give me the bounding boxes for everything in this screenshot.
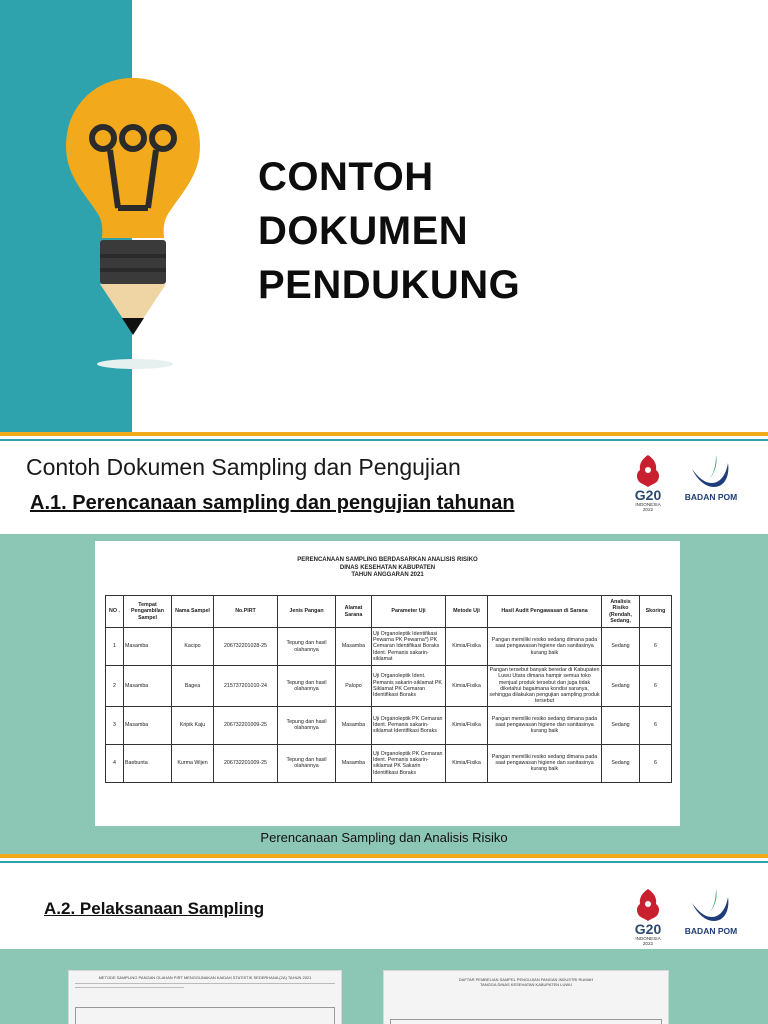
document-header-line: TAHUN ANGGARAN 2021 bbox=[351, 572, 424, 578]
partner-logos bbox=[628, 887, 738, 947]
table-cell: Uji Organoleptik Identifikasi Pewarna PK Pewarna*) PK Cemaran Identifikasi Boraks Ident. Pemanis sakarin-siklamat bbox=[372, 628, 446, 666]
table-cell: Masamba bbox=[336, 706, 372, 744]
table-cell: 215737201010-24 bbox=[214, 666, 278, 707]
slide-divider bbox=[0, 854, 768, 863]
table-cell: Bagea bbox=[172, 666, 214, 707]
table-cell: Sedang bbox=[602, 666, 640, 707]
column-header: Analisis Risiko (Rendah, Sedang, bbox=[602, 596, 640, 628]
section-a2-header bbox=[0, 871, 768, 949]
document-thumbnail-right bbox=[383, 970, 669, 1024]
table-cell: Kacipo bbox=[172, 628, 214, 666]
table-cell: Pangan tersebut banyak beredar di Kabupaten Luwu Utara dimana hampir semua toko menjual produk tersebut dan juga tidak diketahui bagaimana kondisi saranya, sehingga dilakukan pengujian sampling produk tersebut bbox=[489, 667, 600, 705]
table-cell: Kurma Wijen bbox=[172, 744, 214, 782]
table-cell: Pangan memiliki resiko sedang dimana pada saat pengawasan higiene dan sanitasinya kurang baik bbox=[488, 706, 602, 744]
table-cell: 6 bbox=[640, 706, 672, 744]
table-header-row bbox=[106, 596, 672, 628]
column-header: NO . bbox=[106, 596, 124, 628]
g20-logo-icon bbox=[635, 455, 662, 512]
table-cell: 4 bbox=[106, 744, 124, 782]
table-cell: Baebunta bbox=[124, 744, 172, 782]
table-cell: Kripik Kaju bbox=[172, 706, 214, 744]
document-header bbox=[105, 557, 670, 580]
table-row bbox=[106, 666, 672, 707]
table-cell: 6 bbox=[640, 666, 672, 707]
document-header-line: PERENCANAAN SAMPLING BERDASARKAN ANALISIS RISIKO bbox=[297, 557, 478, 563]
cover-slide bbox=[0, 0, 768, 432]
table-cell: Pangan memiliki resiko sedang dimana pada saat pengawasan higiene dan sanitasinya kurang baik bbox=[488, 744, 602, 782]
document-thumbnail-left bbox=[68, 970, 342, 1024]
badan-pom-logo-icon bbox=[685, 889, 737, 936]
g20-year-text: 2022 bbox=[642, 507, 654, 512]
column-header: Tempat Pengambilan Sampel bbox=[124, 596, 172, 628]
table-cell: Kimia/Fisika bbox=[446, 706, 488, 744]
table-cell: 206732201028-25 bbox=[214, 628, 278, 666]
table-cell: Sedang bbox=[602, 628, 640, 666]
table-cell: 6 bbox=[640, 744, 672, 782]
table-cell: 6 bbox=[640, 628, 672, 666]
cover-title-line: CONTOH bbox=[258, 155, 434, 199]
table-cell: Tepung dan hasil olahannya bbox=[278, 666, 336, 707]
table-cell: Tepung dan hasil olahannya bbox=[278, 744, 336, 782]
column-header: No.PIRT bbox=[214, 596, 278, 628]
section-title: A.1. Perencanaan sampling dan pengujian tahunan bbox=[30, 492, 515, 514]
image-caption: Perencanaan Sampling dan Analisis Risiko bbox=[260, 830, 508, 845]
g20-country-text: INDONESIA bbox=[635, 502, 661, 507]
cover-title-line: PENDUKUNG bbox=[258, 263, 521, 307]
sampling-plan-table bbox=[105, 595, 672, 783]
table-cell: 206732201009-25 bbox=[214, 744, 278, 782]
table-cell: Uji Organoleptik PK Cemaran Ident. Pemanis sakarin-siklamat Identifikasi Boraks bbox=[372, 706, 446, 744]
column-header: Parameter Uji bbox=[372, 596, 446, 628]
table-cell: Kimia/Fisika bbox=[446, 744, 488, 782]
section-a2-body bbox=[0, 949, 768, 1024]
document-header-line: DINAS KESEHATAN KABUPATEN bbox=[339, 564, 436, 571]
column-header: Metode Uji bbox=[446, 596, 488, 628]
table-cell: Sedang bbox=[602, 744, 640, 782]
table-row bbox=[106, 744, 672, 782]
section-a1-header bbox=[0, 441, 768, 534]
thumbnail-header: DAFTAR PEMBELIAN SAMPEL PENGUJIAN PANGAN INDUSTRI RUMAH TANGGA DINAS KESEHATAN KABUPATEN LUWU bbox=[458, 977, 594, 987]
lightbulb-pencil-icon bbox=[58, 72, 208, 372]
table-row bbox=[106, 706, 672, 744]
column-header: Nama Sampel bbox=[172, 596, 214, 628]
table-cell: 206732201009-25 bbox=[214, 706, 278, 744]
badan-pom-text: BADAN POM bbox=[684, 492, 738, 502]
table-cell: Kimia/Fisika bbox=[446, 628, 488, 666]
table-cell: Uji Organoleptik Ident. Pemanis sakarin-siklamat PK Siklamat PK Cemaran Identifikasi Boraks bbox=[372, 666, 446, 707]
table-cell: Masamba bbox=[336, 744, 372, 782]
column-header: Hasil Audit Pengawasan di Sarana bbox=[488, 596, 602, 628]
g20-text: G20 bbox=[634, 921, 662, 937]
table-cell: 1 bbox=[106, 628, 124, 666]
table-cell: Masamba bbox=[124, 666, 172, 707]
slide-divider bbox=[0, 432, 768, 441]
column-header: Jenis Pangan bbox=[278, 596, 336, 628]
thumbnail-header: METODE SAMPLING PANGAN OLAHAN PIRT MENGGUNAKAN KAIDAH STATISTIK SEDERHANA (2A) TAHUN 2021 bbox=[98, 975, 312, 980]
cover-title-line: DOKUMEN bbox=[258, 209, 469, 253]
table-cell: Masamba bbox=[124, 628, 172, 666]
badan-pom-logo-icon bbox=[685, 455, 737, 502]
g20-year-text: 2022 bbox=[642, 941, 654, 946]
section-subtitle: Contoh Dokumen Sampling dan Pengujian bbox=[26, 454, 461, 480]
partner-logos bbox=[628, 453, 738, 513]
document-image bbox=[95, 541, 680, 826]
g20-logo-icon bbox=[635, 889, 662, 946]
table-cell: 2 bbox=[106, 666, 124, 707]
table-cell: Palopo bbox=[336, 666, 372, 707]
thumbnail-table bbox=[390, 1019, 662, 1024]
table-cell: Tepung dan hasil olahannya bbox=[278, 706, 336, 744]
section-title: A.2. Pelaksanaan Sampling bbox=[44, 899, 265, 918]
section-a1-body bbox=[0, 534, 768, 854]
g20-text: G20 bbox=[634, 487, 662, 503]
table-cell: Pangan memiliki resiko sedang dimana pada saat pengawasan higiene dan sanitasinya kurang baik bbox=[488, 628, 602, 666]
table-row bbox=[106, 628, 672, 666]
thumbnail-table bbox=[75, 1007, 335, 1024]
table-cell: Kimia/Fisika bbox=[446, 666, 488, 707]
column-header: Skoring bbox=[640, 596, 672, 628]
table-cell: Masamba bbox=[336, 628, 372, 666]
cover-title bbox=[258, 150, 520, 312]
column-header: Alamat Sarana bbox=[336, 596, 372, 628]
badan-pom-text: BADAN POM bbox=[684, 926, 738, 936]
g20-country-text: INDONESIA bbox=[635, 936, 661, 941]
table-cell: Masamba bbox=[124, 706, 172, 744]
table-cell: Uji Organoleptik PK Cemaran Ident. Pemanis sakarin-siklamat PK Sakarin Identifikasi Boraks bbox=[372, 744, 446, 782]
table-cell: 3 bbox=[106, 706, 124, 744]
table-cell: Tepung dan hasil olahannya bbox=[278, 628, 336, 666]
table-cell: Sedang bbox=[602, 706, 640, 744]
